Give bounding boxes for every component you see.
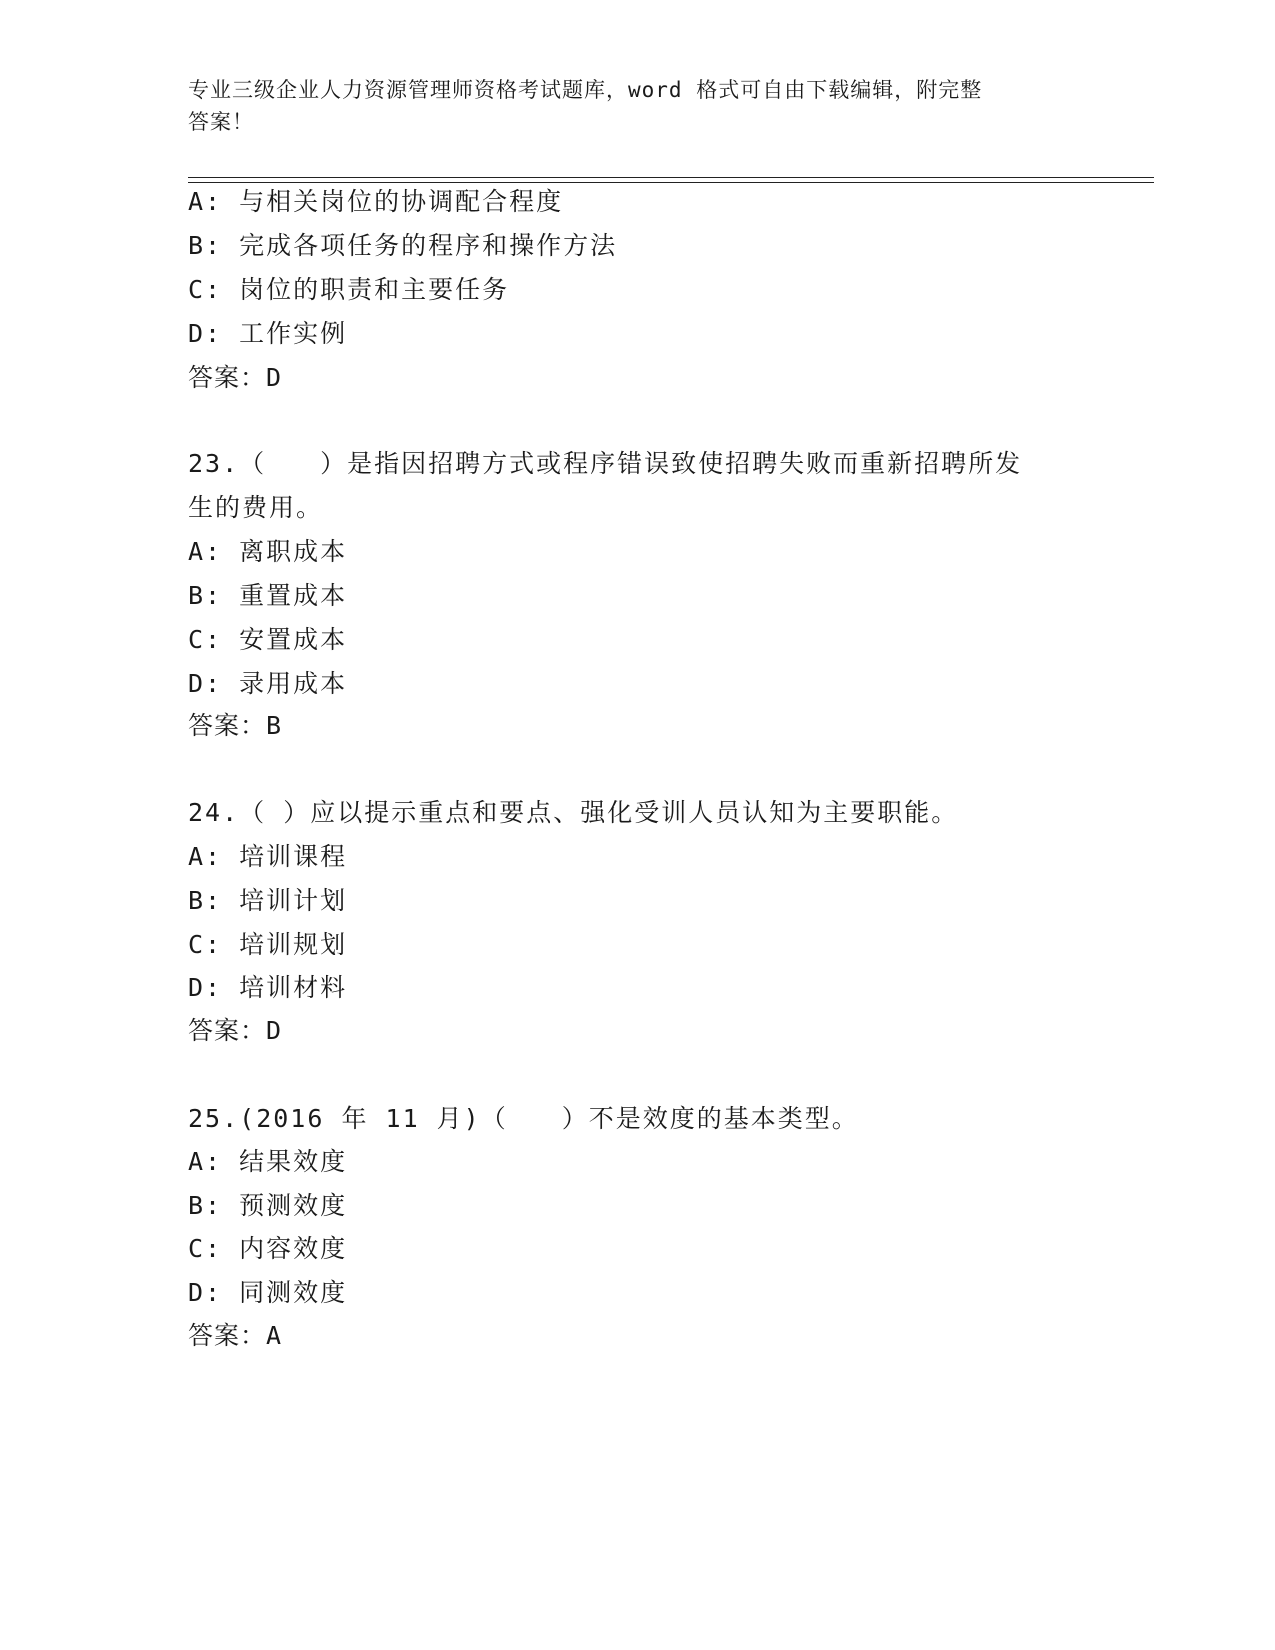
option-a: A: 结果效度 bbox=[188, 1147, 348, 1176]
option-d: D: 工作实例 bbox=[188, 319, 348, 348]
option-b: B: 预测效度 bbox=[188, 1191, 348, 1220]
intro-line-1: 专业三级企业人力资源管理师资格考试题库，word 格式可自由下载编辑，附完整 bbox=[188, 78, 983, 102]
option-b: B: 完成各项任务的程序和操作方法 bbox=[188, 231, 618, 260]
option-c: C: 安置成本 bbox=[188, 625, 348, 654]
question-stem-continued: 生的费用。 bbox=[188, 493, 324, 522]
option-a: A: 培训课程 bbox=[188, 842, 348, 871]
header-divider-bottom bbox=[188, 182, 1154, 183]
answer: 答案：B bbox=[188, 711, 283, 740]
question-stem: 23.（ ）是指因招聘方式或程序错误致使招聘失败而重新招聘所发 bbox=[188, 449, 1023, 478]
option-c: C: 岗位的职责和主要任务 bbox=[188, 275, 510, 304]
option-c: C: 内容效度 bbox=[188, 1234, 348, 1263]
option-a: A: 离职成本 bbox=[188, 537, 348, 566]
document-intro bbox=[188, 74, 1088, 138]
option-a: A: 与相关岗位的协调配合程度 bbox=[188, 187, 564, 216]
question-stem: 25.(2016 年 11 月)（ ）不是效度的基本类型。 bbox=[188, 1104, 859, 1133]
option-c: C: 培训规划 bbox=[188, 930, 348, 959]
header-divider-top bbox=[188, 177, 1154, 178]
option-b: B: 重置成本 bbox=[188, 581, 348, 610]
answer: 答案：D bbox=[188, 363, 283, 392]
intro-line-2: 答案！ bbox=[188, 110, 254, 134]
answer: 答案：D bbox=[188, 1016, 283, 1045]
question-stem: 24.（ ）应以提示重点和要点、强化受训人员认知为主要职能。 bbox=[188, 798, 959, 827]
option-d: D: 培训材料 bbox=[188, 973, 348, 1002]
answer: 答案：A bbox=[188, 1321, 283, 1350]
option-d: D: 同测效度 bbox=[188, 1278, 348, 1307]
option-d: D: 录用成本 bbox=[188, 669, 348, 698]
option-b: B: 培训计划 bbox=[188, 886, 348, 915]
